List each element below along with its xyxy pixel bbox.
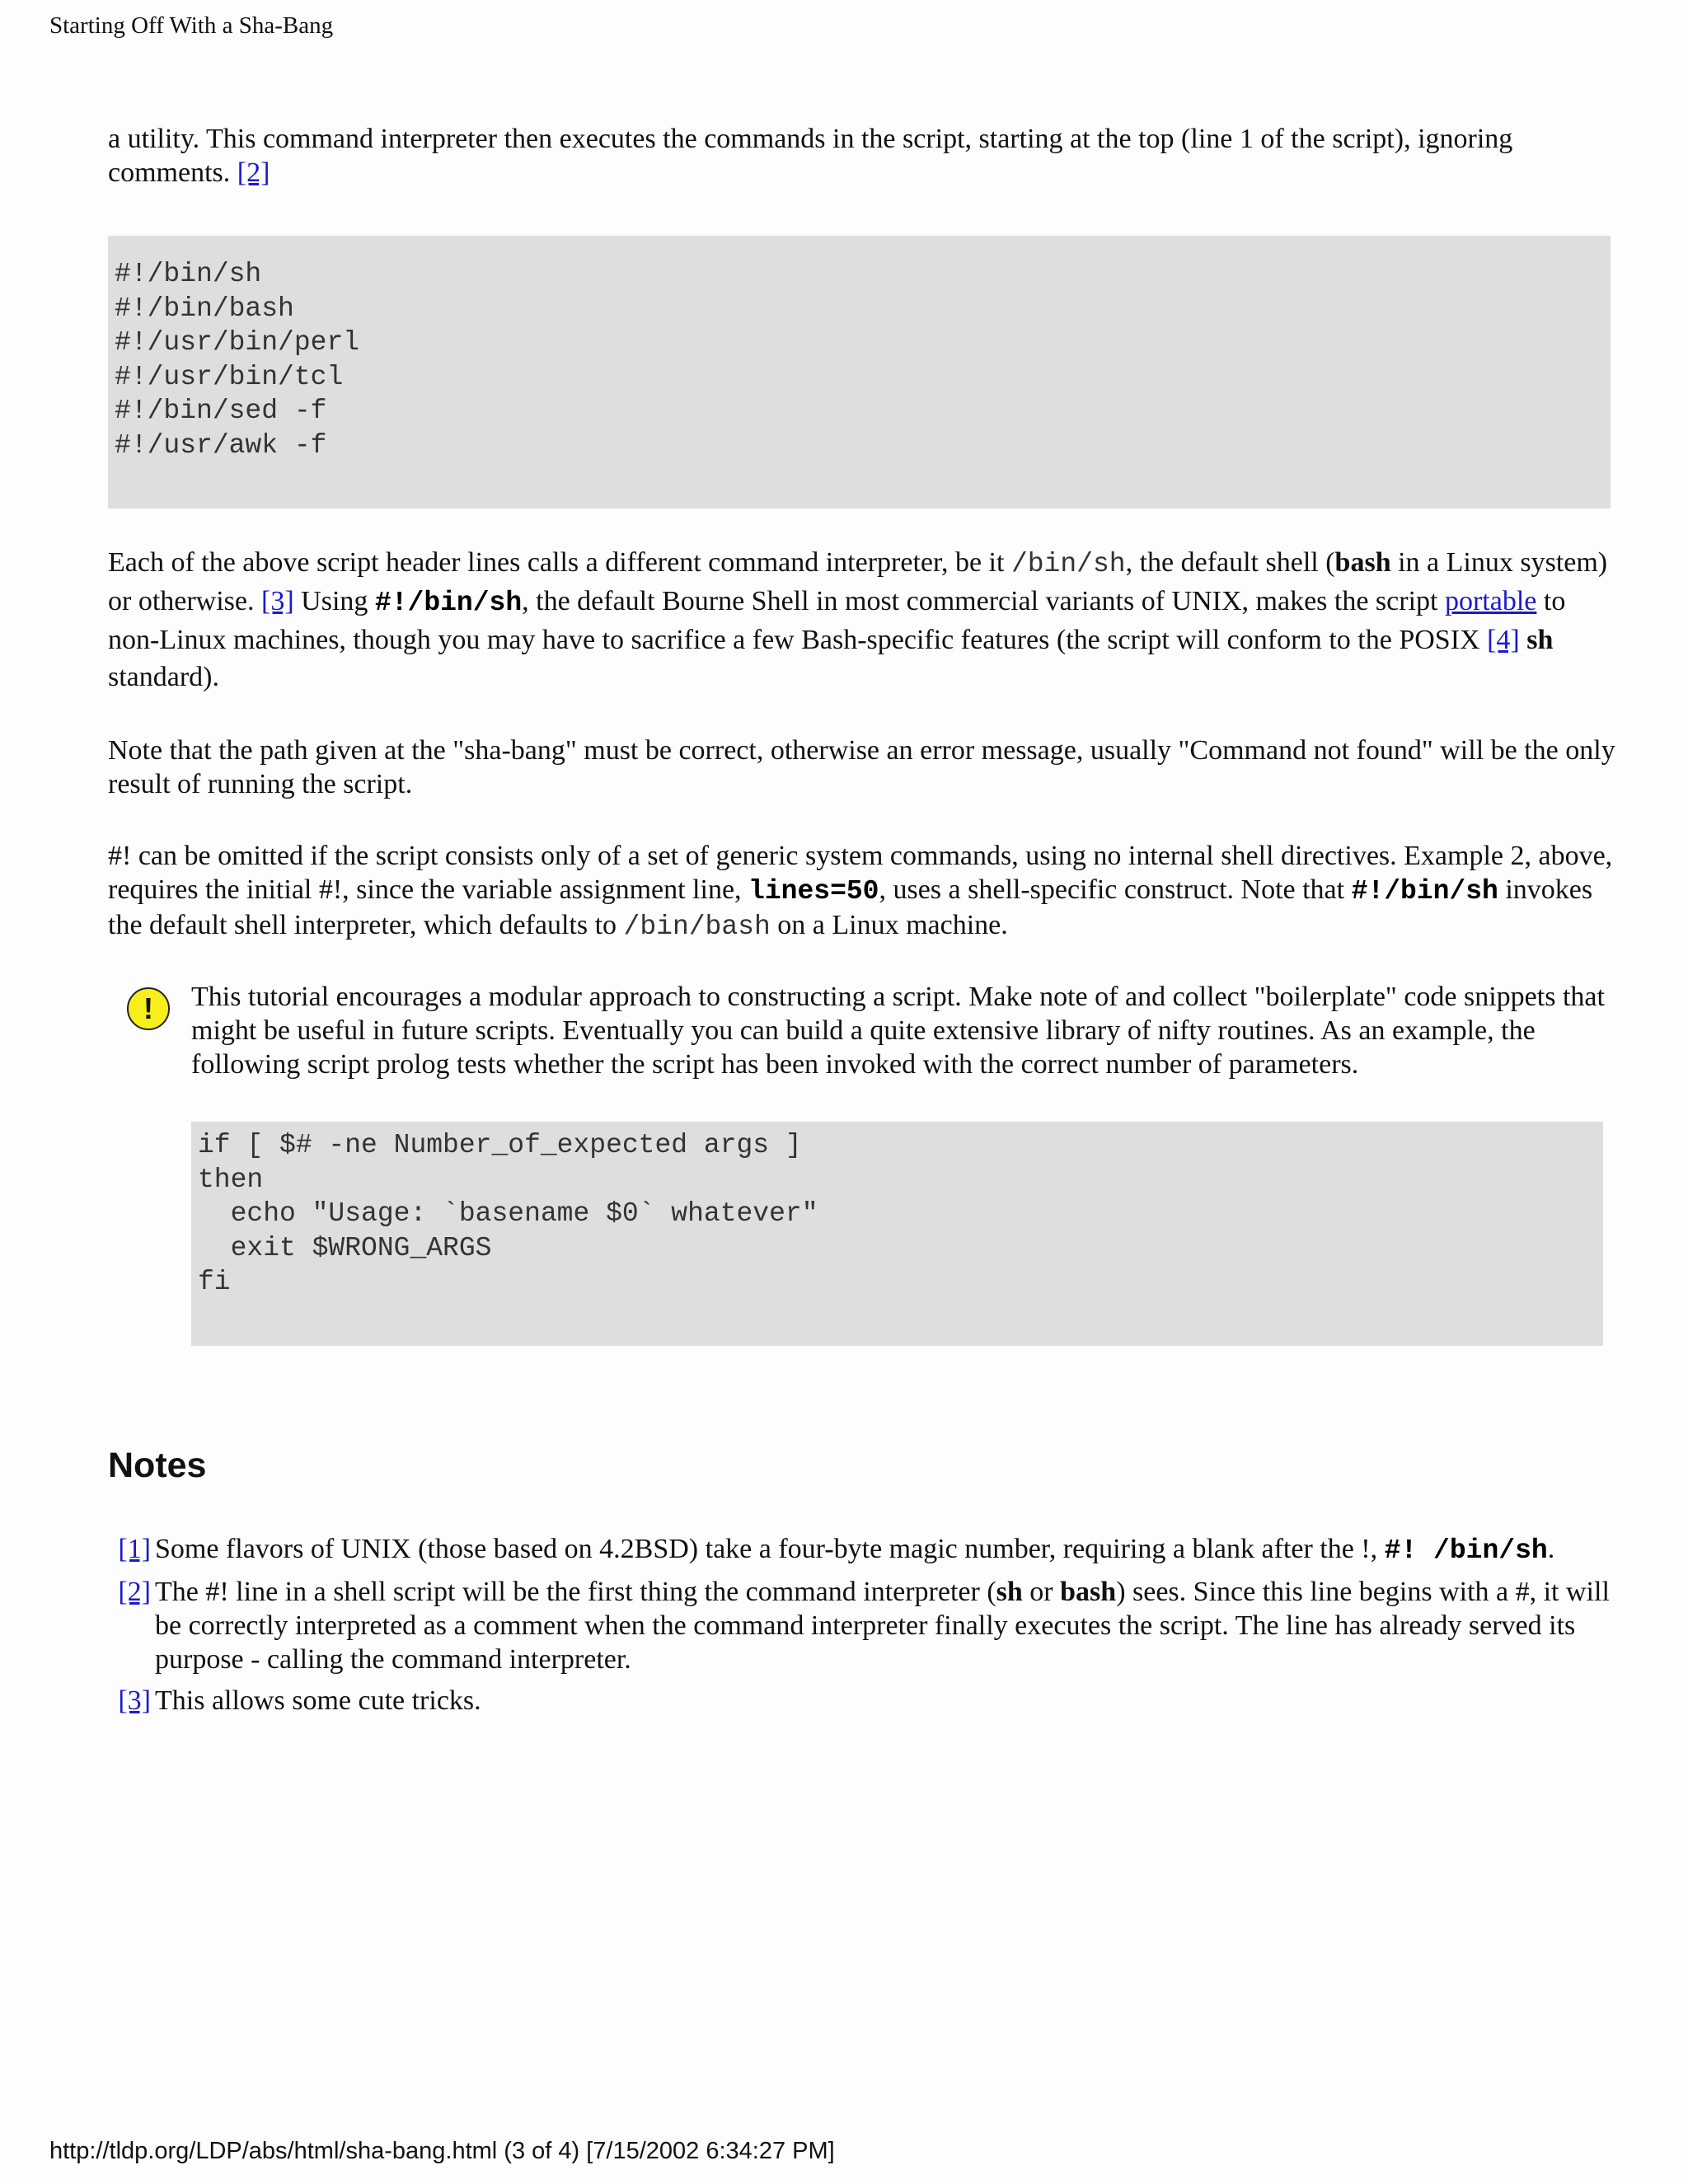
page-footer-url: http://tldp.org/LDP/abs/html/sha-bang.html (3 of 4) [7/15/2002 6:34:27 PM] xyxy=(49,2138,835,2164)
omit-shebang-paragraph xyxy=(108,839,1616,944)
text-span: #! can be omitted if the script consists only of a set of generic system commands, using no internal shell directives. Example 2, above, requires the initial #!, since the variable assignment line, xyxy=(108,841,1613,905)
shebang-examples-code: #!/bin/sh #!/bin/bash #!/usr/bin/perl #!/usr/bin/tcl #!/bin/sed -f #!/usr/awk -f xyxy=(108,236,1611,509)
text-span: Some flavors of UNIX (those based on 4.2BSD) take a four-byte magic number, requiring a blank after the !, xyxy=(155,1533,1385,1564)
warning-icon: ! xyxy=(127,987,170,1030)
note-item xyxy=(108,1575,1616,1676)
inline-code-shebang: #!/bin/sh xyxy=(374,588,523,618)
text-span: standard). xyxy=(108,662,220,692)
portable-link[interactable]: portable xyxy=(1444,586,1537,616)
text-span: to non-Linux machines, though you may have to sacrifice a few Bash-specific features (the script will conform to the POSIX xyxy=(108,586,1566,655)
footnote-link-3[interactable]: [3] xyxy=(261,586,294,616)
note-text xyxy=(155,1575,1616,1676)
inline-code-bin-sh: /bin/sh xyxy=(1010,549,1126,579)
bold-sh: sh xyxy=(996,1576,1023,1607)
note-text xyxy=(155,1532,1616,1568)
tip-box xyxy=(108,980,1616,1346)
note-ref-2[interactable]: [2] xyxy=(118,1576,151,1607)
interpreter-paragraph xyxy=(108,544,1616,696)
text-span: invokes the default shell interpreter, which defaults to xyxy=(108,874,1593,940)
bold-bash: bash xyxy=(1334,547,1391,578)
text-span: in a Linux system) or otherwise. xyxy=(108,547,1608,616)
text-span: . xyxy=(1547,1533,1555,1564)
note-item xyxy=(108,1532,1616,1568)
text-span xyxy=(1520,625,1527,655)
intro-paragraph xyxy=(108,122,1616,190)
inline-code-bin-bash: /bin/bash xyxy=(623,912,771,942)
note-ref-3[interactable]: [3] xyxy=(118,1685,151,1716)
text-span: The #! line in a shell script will be the first thing the command interpreter ( xyxy=(155,1576,996,1607)
text-span: Each of the above script header lines calls a different command interpreter, be it xyxy=(108,547,1011,578)
note-text: This allows some cute tricks. xyxy=(155,1685,481,1716)
text-span: , uses a shell-specific construct. Note that xyxy=(879,874,1352,905)
note-ref-1[interactable]: [1] xyxy=(118,1533,151,1564)
text-span: or xyxy=(1022,1576,1061,1607)
page-header: Starting Off With a Sha-Bang xyxy=(49,12,334,39)
path-note-paragraph: Note that the path given at the "sha-bang" must be correct, otherwise an error message, usually "Command not found" will be the only result of running the script. xyxy=(108,735,1615,799)
prolog-code: if [ $# -ne Number_of_expected args ] then echo "Usage: `basename $0` whatever" exit $WRONG_ARGS fi xyxy=(191,1122,1603,1346)
footnote-link-4[interactable]: [4] xyxy=(1487,625,1520,655)
inline-code-shebang-space: #! /bin/sh xyxy=(1384,1535,1548,1566)
note-item xyxy=(108,1684,1616,1718)
tip-text: This tutorial encourages a modular approach to constructing a script. Make note of and collect "boilerplate" code snippets that might be useful in future scripts. Eventually you can build a quite extensive library of nifty routines. As an example, the following script prolog tests whether the script has been invoked with the correct number of parameters. xyxy=(191,982,1605,1080)
text-span: ) sees. Since this line begins with a #, it will be correctly interpreted as a comment when the command interpreter finally executes the script. The line has already served its purpose - calling the command interpreter. xyxy=(155,1576,1610,1675)
text-span: , the default Bourne Shell in most commercial variants of UNIX, makes the script xyxy=(522,586,1445,616)
inline-code-lines: lines=50 xyxy=(748,876,879,907)
bold-sh: sh xyxy=(1526,625,1554,655)
document-body xyxy=(108,122,1616,1725)
inline-code-shebang: #!/bin/sh xyxy=(1351,876,1498,907)
bold-bash: bash xyxy=(1060,1576,1117,1607)
footnote-link-2[interactable]: [2] xyxy=(237,157,270,188)
text-span: , the default shell ( xyxy=(1125,547,1335,578)
notes-list xyxy=(108,1532,1616,1718)
intro-text: a utility. This command interpreter then executes the commands in the script, starting at the top (line 1 of the script), ignoring comments. xyxy=(108,124,1513,188)
text-span: on a Linux machine. xyxy=(770,910,1008,940)
text-span: Using xyxy=(293,586,375,616)
notes-heading: Notes xyxy=(108,1445,207,1485)
